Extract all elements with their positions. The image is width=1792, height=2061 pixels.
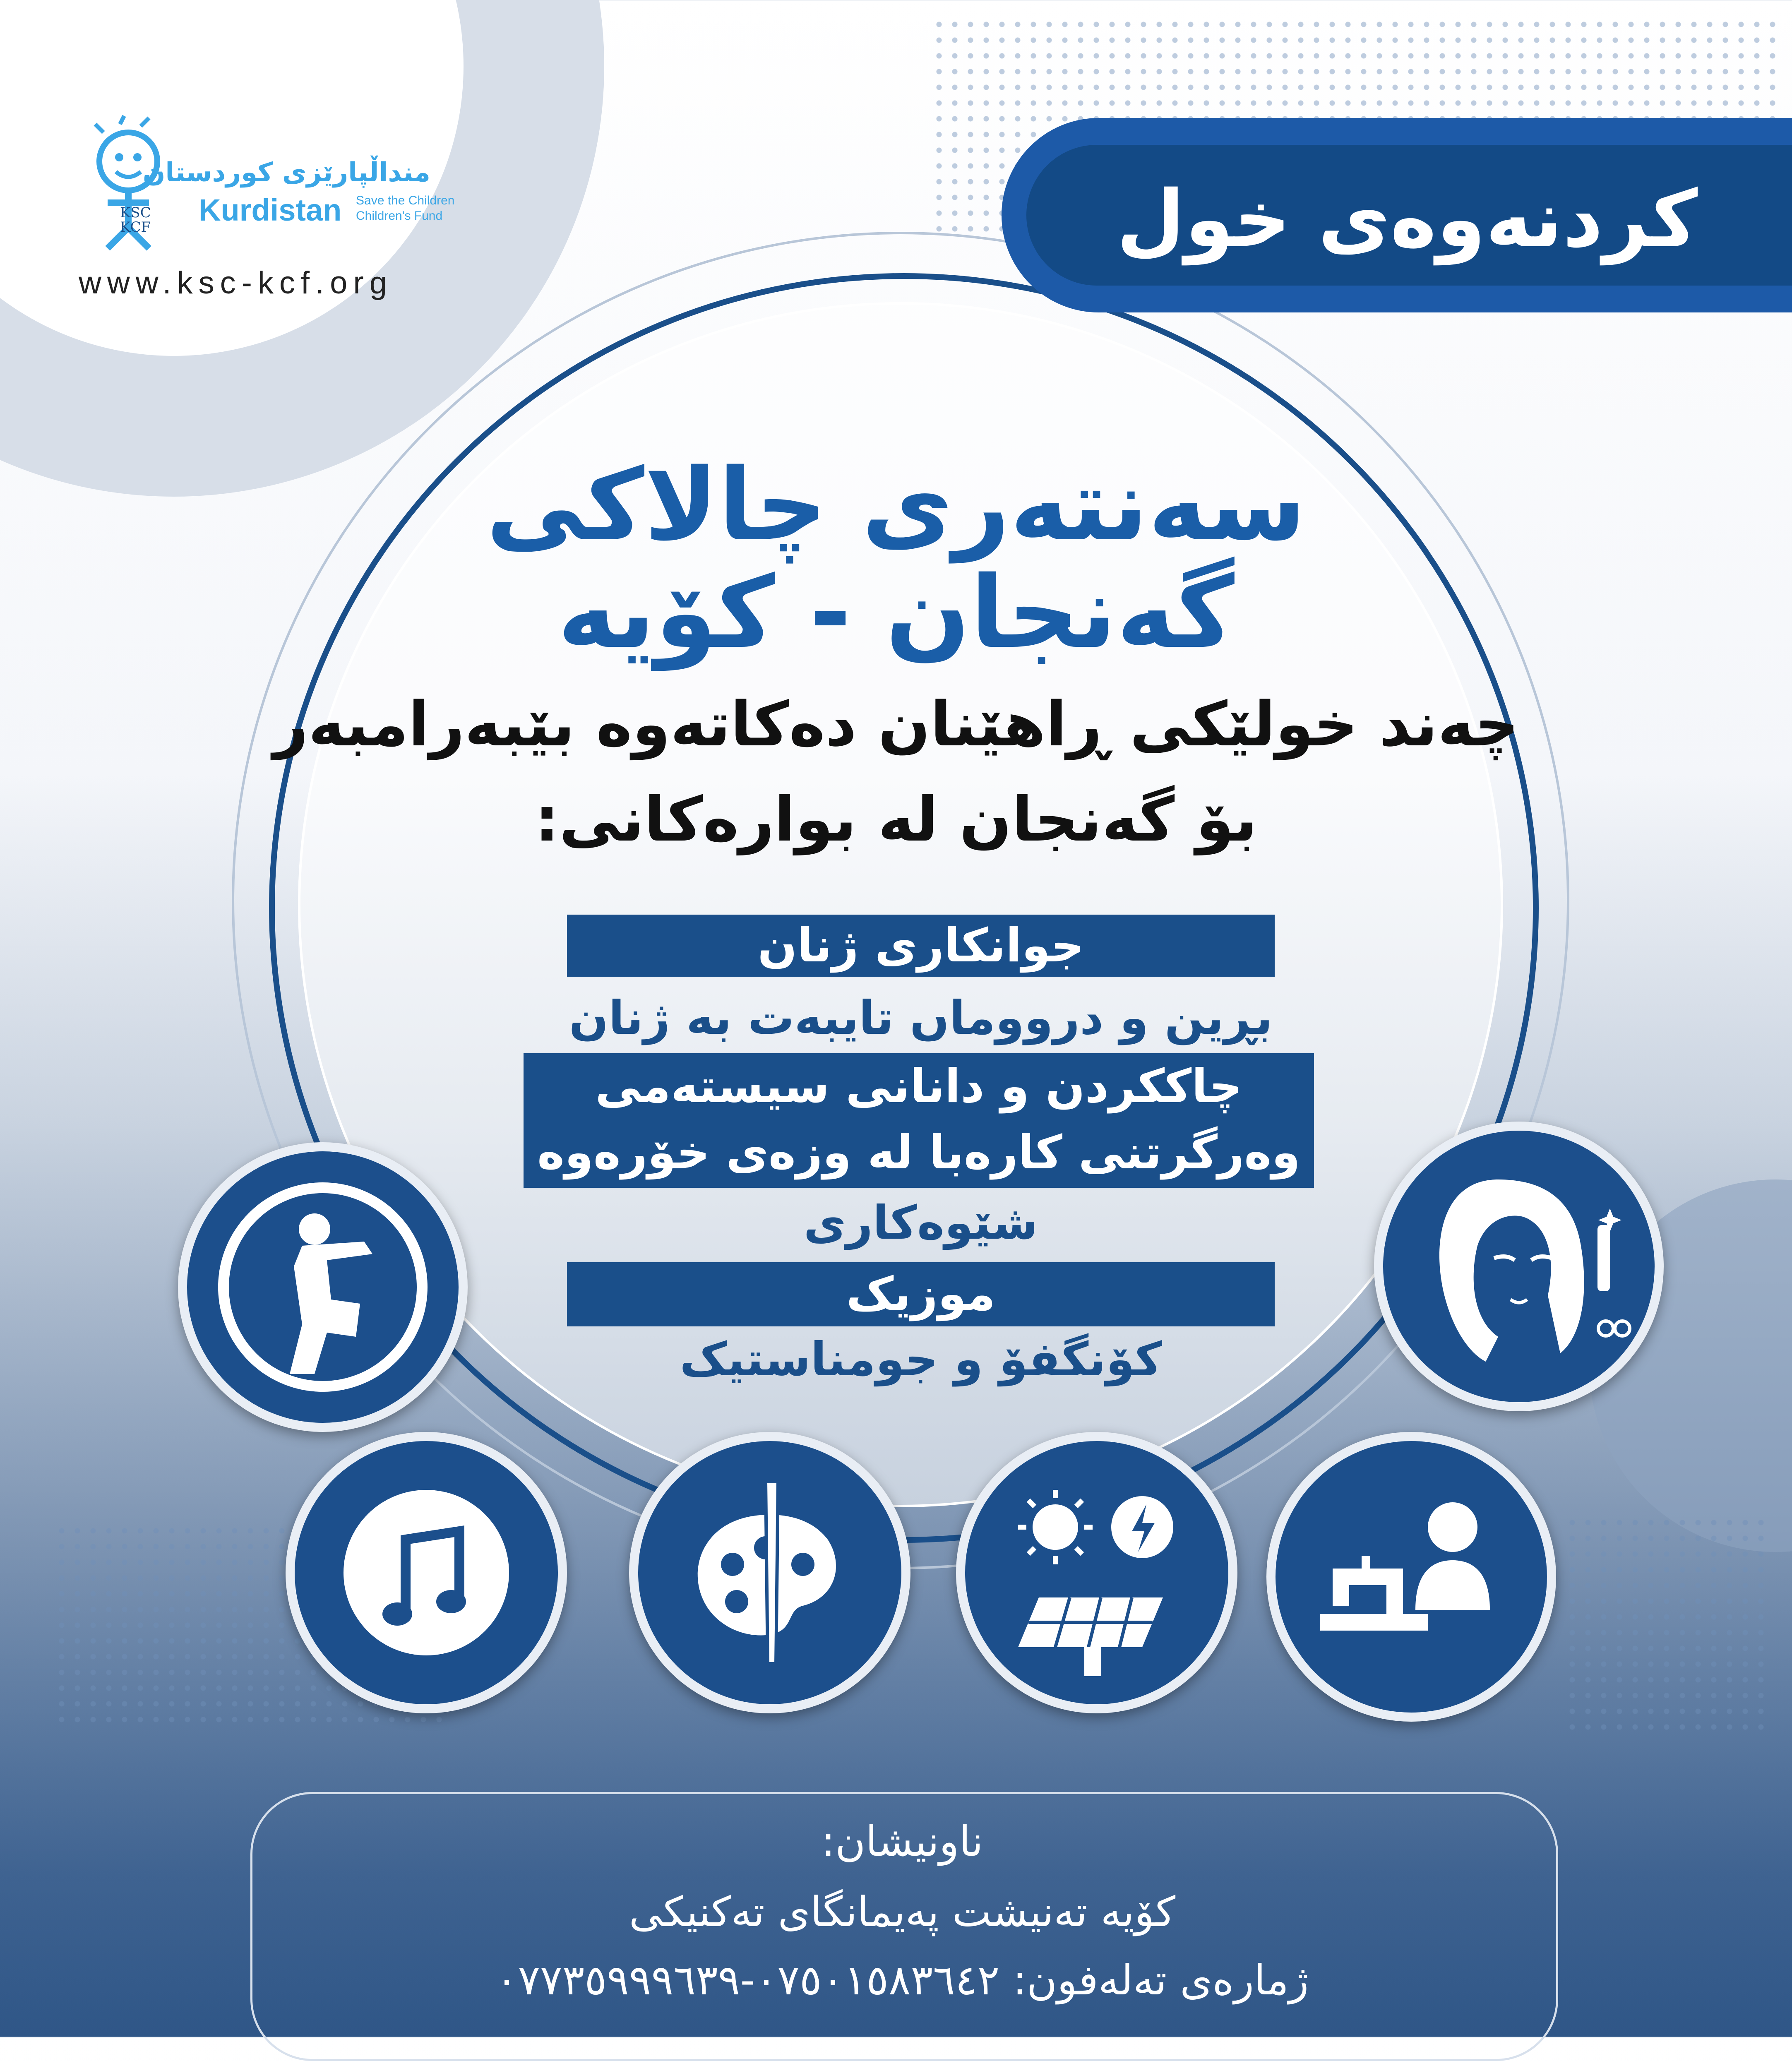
website-link[interactable]: www.ksc-kcf.org xyxy=(79,265,393,300)
course-7: کۆنگفۆ و جومناستیک xyxy=(680,1333,1162,1386)
logo-tagline-2: Children's Fund xyxy=(356,209,443,223)
banner-label: کردنەوەی خول xyxy=(1116,173,1698,265)
course-6: موزیک xyxy=(846,1267,996,1321)
intro-line-1: چەند خولێکی ڕاهێنان دەکاتەوە بێبەرامبەر xyxy=(273,689,1519,760)
music-icon xyxy=(286,1432,567,1713)
decor-dots-bottom-right xyxy=(1564,1515,1771,1738)
course-5: شێوەکاری xyxy=(803,1196,1038,1250)
phone-row xyxy=(250,1953,1554,2007)
svg-text:KCF: KCF xyxy=(120,219,151,235)
beauty-icon xyxy=(1374,1122,1664,1411)
address-label: ناونیشان: xyxy=(821,1817,983,1866)
logo xyxy=(58,112,455,257)
phone-number[interactable]: ٠٧٥٠١٥٨٣٦٤٢-٠٧٧٣٥٩٩٩٦٣٩ xyxy=(495,1956,1000,2004)
logo-tagline-1: Save the Children xyxy=(356,194,455,207)
title-line-1: سەنتەری چالاکی xyxy=(486,447,1306,563)
solar-energy-icon xyxy=(956,1432,1237,1713)
course-2: بڕین و درووماں تایبەت بە ژنان xyxy=(569,991,1273,1045)
svg-text:KSC: KSC xyxy=(120,204,151,221)
kungfu-icon xyxy=(178,1142,468,1432)
phone-label: ژمارەی تەلەفون: xyxy=(1013,1956,1309,2004)
intro-line-2: بۆ گەنجان لە بوارەکانی: xyxy=(534,784,1257,855)
address-value: کۆیە تەنیشت پەیمانگای تەکنیکی xyxy=(629,1888,1176,1936)
title-line-2: گەنجان - کۆیە xyxy=(557,555,1235,670)
logo-name-en: Kurdistan xyxy=(199,193,342,227)
course-1: جوانکاری ژنان xyxy=(757,919,1084,973)
logo-name-ku: منداڵپارێزی کوردستان xyxy=(142,157,430,188)
sewing-icon xyxy=(1266,1432,1556,1722)
course-4: وەرگرتنی کارەبا لە وزەی خۆرەوە xyxy=(537,1126,1301,1179)
painting-icon xyxy=(629,1432,910,1713)
course-3: چاککردن و دانانی سیستەمی xyxy=(595,1059,1242,1113)
